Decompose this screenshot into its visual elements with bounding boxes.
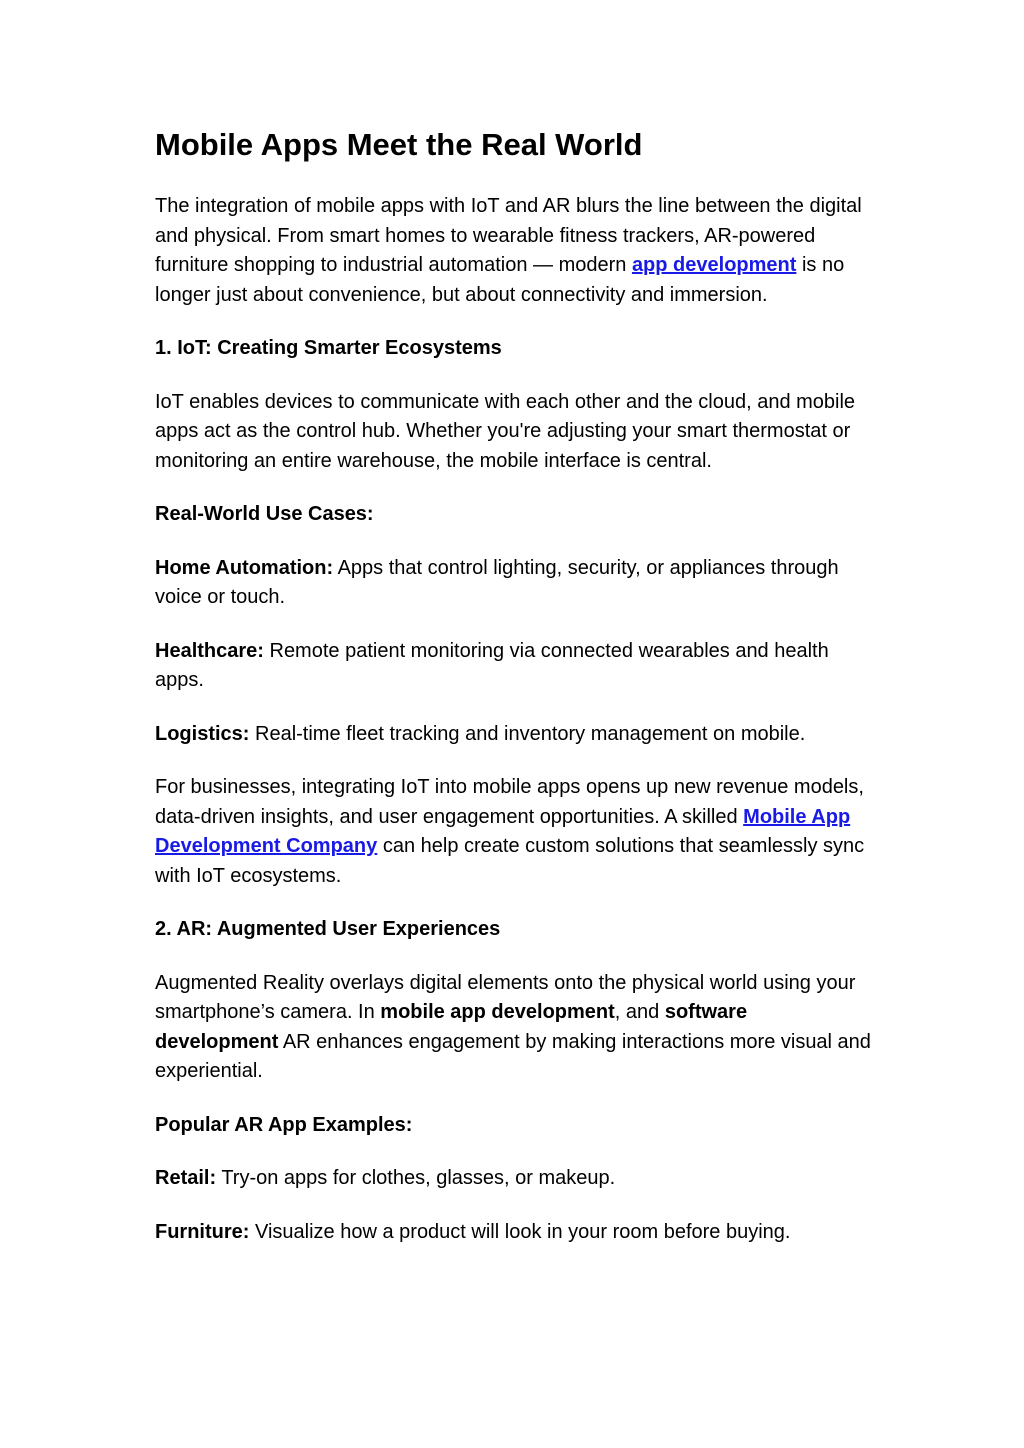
business-text-after-link: can help create custom solutions that seamlessly sync with IoT ecosystems. (155, 835, 865, 887)
examples-heading: Popular AR App Examples: (155, 1113, 413, 1136)
business-paragraph (155, 773, 875, 891)
example-text: Try-on apps for clothes, glasses, or makeup. (216, 1167, 616, 1189)
use-case-healthcare (155, 637, 875, 696)
use-case-label: Home Automation: (155, 556, 334, 579)
section2-text: AR enhances engagement by making interactions more visual and experiential. (155, 1030, 871, 1082)
document-page (155, 124, 875, 1271)
use-case-text: Real-time fleet tracking and inventory management on mobile. (249, 722, 806, 745)
business-text-before-link: For businesses, integrating IoT into mobile apps opens up new revenue models, data-driven insights, and user engagement opportunities. A skilled (155, 776, 864, 828)
page-title: Mobile Apps Meet the Real World (155, 127, 643, 162)
intro-text-before-link: The integration of mobile apps with IoT and AR blurs the line between the digital and physical. From smart homes to wearable fitness trackers, AR-powered furniture shopping to industrial automation — modern (155, 195, 862, 276)
use-cases-heading: Real-World Use Cases: (155, 503, 374, 525)
example-furniture (155, 1218, 875, 1248)
bold-software-development: software development (155, 1001, 748, 1053)
bold-mobile-app-development: mobile app development (380, 1001, 615, 1023)
section2-text: , and (614, 1001, 665, 1023)
use-case-text: Remote patient monitoring via connected wearables and health apps. (155, 639, 829, 691)
use-case-home-automation (155, 554, 875, 613)
example-retail (155, 1164, 875, 1194)
app-development-link[interactable]: app development (631, 254, 797, 276)
intro-text-after-link: is no longer just about convenience, but about connectivity and immersion. (155, 254, 845, 306)
use-case-text: Apps that control lighting, security, or appliances through voice or touch. (155, 556, 839, 608)
use-case-logistics (155, 720, 875, 750)
intro-paragraph (155, 192, 875, 310)
example-text: Visualize how a product will look in your room before buying. (249, 1220, 791, 1243)
example-label: Furniture: (155, 1220, 250, 1243)
use-case-label: Healthcare: (155, 639, 264, 662)
example-label: Retail: (155, 1167, 217, 1189)
section2-text: Augmented Reality overlays digital elements onto the physical world using your smartphone’s camera. In (155, 971, 856, 1023)
use-case-label: Logistics: (155, 722, 250, 745)
section1-heading: 1. IoT: Creating Smarter Ecosystems (155, 337, 502, 359)
section2-heading: 2. AR: Augmented User Experiences (155, 918, 501, 940)
section2-body (155, 969, 875, 1087)
mobile-app-development-company-link[interactable]: Mobile App Development Company (155, 805, 851, 857)
section1-body: IoT enables devices to communicate with each other and the cloud, and mobile apps act as the control hub. Whether you're adjusting your smart thermostat or monitoring an entire warehouse, the mobile interface is central. (155, 390, 856, 472)
